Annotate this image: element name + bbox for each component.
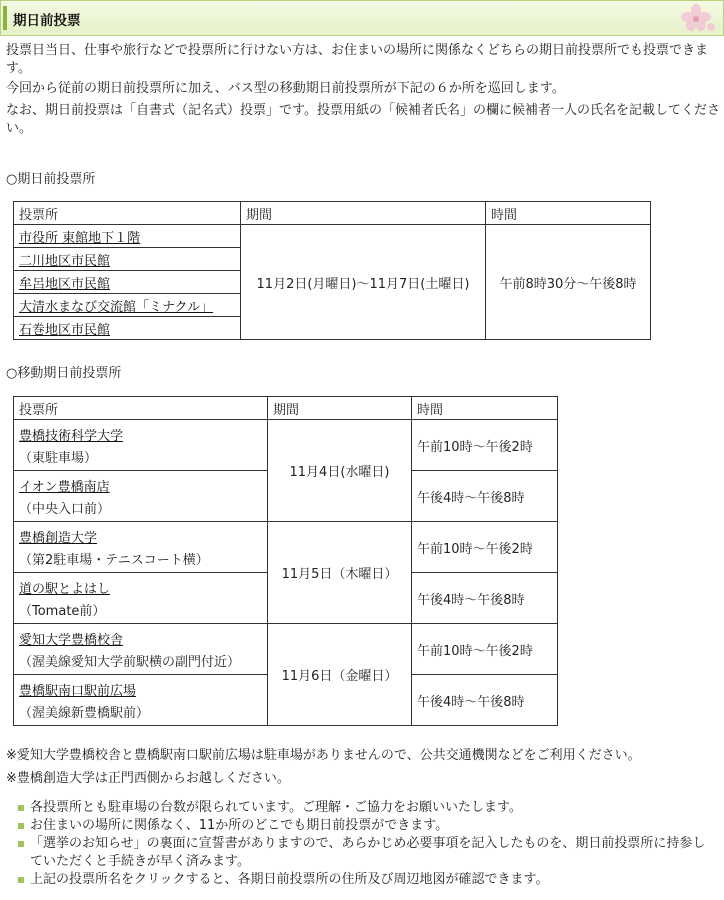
place-link[interactable]: イオン豊橋南店 xyxy=(19,479,110,495)
bullet-square-icon xyxy=(18,877,24,883)
place-link[interactable]: 二川地区市民館 xyxy=(19,253,111,269)
bullet-square-icon xyxy=(18,841,24,847)
place-note: （渥美線新豊橋駅前） xyxy=(19,705,150,721)
place-cell xyxy=(14,522,268,573)
place-cell xyxy=(14,294,241,317)
date-cell: 11月5日（木曜日） xyxy=(268,522,412,624)
place-note: （Tomate前） xyxy=(19,603,106,619)
column-header-period: 期間 xyxy=(241,202,486,225)
column-header-place: 投票所 xyxy=(14,397,268,420)
list-item xyxy=(18,835,718,871)
list-item xyxy=(18,817,718,835)
place-cell xyxy=(14,317,241,340)
place-note: （中央入口前） xyxy=(19,501,111,517)
info-bullet-list xyxy=(18,799,718,889)
table-header-row xyxy=(14,202,651,225)
date-cell: 11月4日(水曜日) xyxy=(268,420,412,522)
time-cell: 午前10時～午後2時 xyxy=(412,624,558,675)
table-row xyxy=(14,624,558,675)
list-item-text: 各投票所とも駐車場の台数が限られています。ご理解・ご協力をお願いいたします。 xyxy=(30,800,522,815)
table-row xyxy=(14,522,558,573)
list-item xyxy=(18,799,718,817)
list-item-text: 「選挙のお知らせ」の裏面に宣誓書がありますので、あらかじめ必要事項を記入したものを、期日前投票所に持参していただくと手続きが早く済みます。 xyxy=(30,836,706,869)
place-cell xyxy=(14,271,241,294)
column-header-time: 時間 xyxy=(486,202,651,225)
place-link[interactable]: 豊橋創造大学 xyxy=(19,530,98,546)
flower-icon xyxy=(675,3,717,33)
table-row xyxy=(14,420,558,471)
place-note: （第2駐車場・テニスコート横） xyxy=(19,552,209,568)
time-cell: 午後4時～午後8時 xyxy=(412,573,558,624)
note-entrance: ※豊橋創造大学は正門西側からお越しください。 xyxy=(6,771,290,786)
place-cell xyxy=(14,675,268,726)
mobile-polling-table xyxy=(13,396,558,726)
table-header-row xyxy=(14,397,558,420)
place-link[interactable]: 石巻地区市民館 xyxy=(19,322,111,338)
note-no-parking: ※愛知大学豊橋校舎と豊橋駅南口駅前広場は駐車場がありませんので、公共交通機関などをご利用ください。 xyxy=(6,748,641,763)
place-link[interactable]: 大清水まなび交流館「ミナクル」 xyxy=(19,299,214,315)
time-cell: 午前10時～午後2時 xyxy=(412,522,558,573)
intro-paragraph-3: なお、期日前投票は「自書式（記名式）投票」です。投票用紙の「候補者氏名」の欄に候補者一人の氏名を記載してください。 xyxy=(6,103,720,136)
intro-paragraph-1: 投票日当日、仕事や旅行などで投票所に行けない方は、お住まいの場所に関係なくどちらの期日前投票所でも投票できます。 xyxy=(6,43,709,76)
time-cell: 午後4時～午後8時 xyxy=(412,675,558,726)
place-link[interactable]: 牟呂地区市民館 xyxy=(19,276,111,292)
place-note: （渥美線愛知大学前駅横の副門付近） xyxy=(19,654,241,670)
section-heading-fixed: ○期日前投票所 xyxy=(6,172,96,187)
time-cell: 午前8時30分～午後8時 xyxy=(486,225,651,340)
header-accent-bar xyxy=(3,6,7,30)
page-header xyxy=(0,0,724,36)
bullet-square-icon xyxy=(18,823,24,829)
place-cell xyxy=(14,624,268,675)
bullet-square-icon xyxy=(18,805,24,811)
place-cell xyxy=(14,471,268,522)
place-link[interactable]: 豊橋技術科学大学 xyxy=(19,428,124,444)
place-link[interactable]: 愛知大学豊橋校舎 xyxy=(19,632,124,648)
place-cell xyxy=(14,248,241,271)
period-cell: 11月2日(月曜日)～11月7日(土曜日) xyxy=(241,225,486,340)
table-row xyxy=(14,225,651,248)
fixed-polling-table xyxy=(13,201,651,340)
column-header-time: 時間 xyxy=(412,397,558,420)
list-item-text: お住まいの場所に関係なく、11か所のどこでも期日前投票ができます。 xyxy=(30,818,449,833)
list-item xyxy=(18,871,718,889)
date-cell: 11月6日（金曜日） xyxy=(268,624,412,726)
place-note: （東駐車場） xyxy=(19,450,98,466)
column-header-period: 期間 xyxy=(268,397,412,420)
place-link[interactable]: 市役所 東館地下１階 xyxy=(19,230,141,246)
place-cell xyxy=(14,225,241,248)
place-link[interactable]: 道の駅とよはし xyxy=(19,581,111,597)
page-title: 期日前投票 xyxy=(13,13,81,29)
intro-paragraph-2: 今回から従前の期日前投票所に加え、バス型の移動期日前投票所が下記の６か所を巡回します。 xyxy=(6,81,565,96)
time-cell: 午後4時～午後8時 xyxy=(412,471,558,522)
time-cell: 午前10時～午後2時 xyxy=(412,420,558,471)
place-cell xyxy=(14,420,268,471)
column-header-place: 投票所 xyxy=(14,202,241,225)
list-item-text: 上記の投票所名をクリックすると、各期日前投票所の住所及び周辺地図が確認できます。 xyxy=(30,872,549,887)
place-link[interactable]: 豊橋駅南口駅前広場 xyxy=(19,683,137,699)
section-heading-mobile: ○移動期日前投票所 xyxy=(6,366,122,381)
place-cell xyxy=(14,573,268,624)
